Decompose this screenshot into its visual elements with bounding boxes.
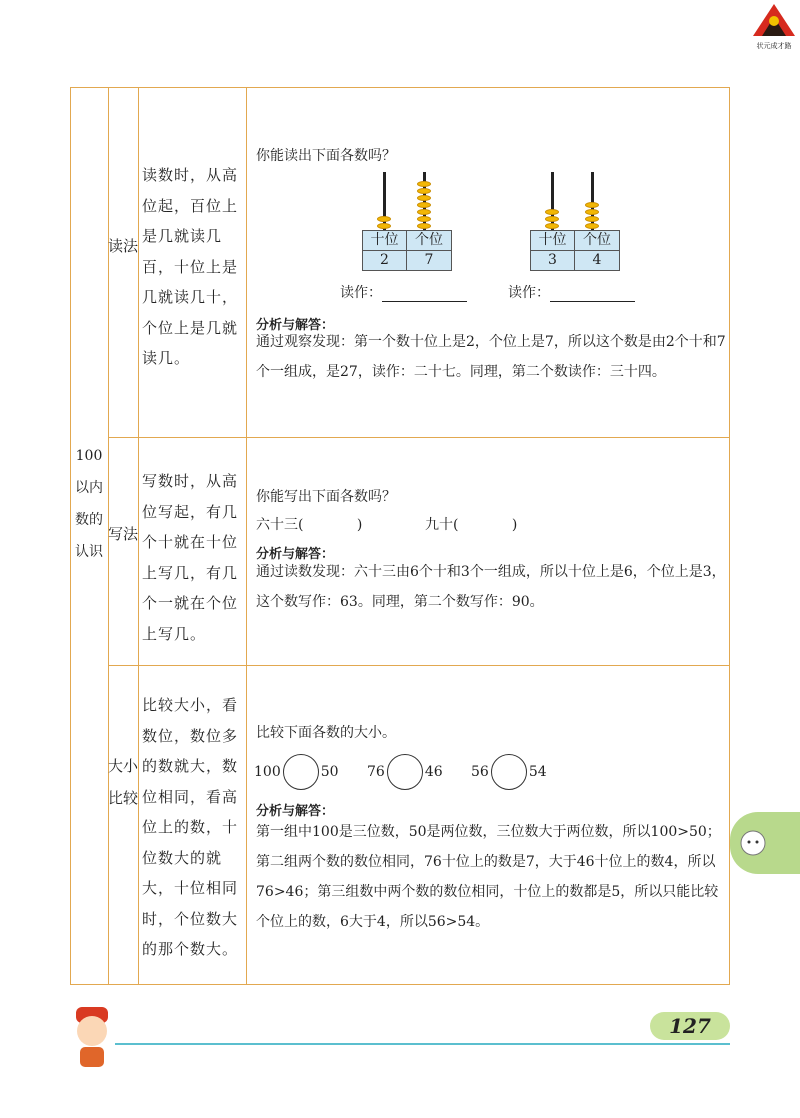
row-label-writing: 写法 xyxy=(108,525,139,543)
topic-label: 100以内数的认识 xyxy=(75,448,103,560)
answer-circle[interactable] xyxy=(283,754,319,790)
read-label: 读作： xyxy=(340,285,382,301)
read-answer-2 xyxy=(508,282,635,302)
answer-blank[interactable] xyxy=(382,287,467,302)
tens-header: 十位 xyxy=(531,231,575,251)
compare-pair-3: 56 54 xyxy=(471,754,547,790)
ones-header: 个位 xyxy=(575,231,619,251)
place-value-table-1 xyxy=(362,230,452,271)
publisher-logo xyxy=(752,3,796,50)
answer-blank[interactable] xyxy=(550,287,635,302)
rule-reading: 读数时，从高位起，百位上是几就读几百，十位上是几就读几十，个位上是几就读几。 xyxy=(142,166,239,367)
ones-header: 个位 xyxy=(407,231,451,251)
read-answer-1 xyxy=(340,282,467,302)
ones-digit: 4 xyxy=(592,252,602,268)
analysis-label: 分析与解答： xyxy=(256,318,335,333)
write-item-2[interactable]: 九十( ) xyxy=(425,517,518,533)
row-label-comparing: 大小比较 xyxy=(108,757,139,807)
mascot-face-icon xyxy=(738,828,768,858)
read-label: 读作： xyxy=(508,285,550,301)
compare-pair-1: 100 50 xyxy=(254,754,339,790)
compare-pair-2: 76 46 xyxy=(367,754,443,790)
logo-text: 状元成才路 xyxy=(756,42,792,50)
ones-digit: 7 xyxy=(424,252,434,268)
footer-line xyxy=(115,1043,730,1045)
analysis-label: 分析与解答： xyxy=(256,547,335,562)
row-label-reading: 读法 xyxy=(108,237,139,255)
write-item-1[interactable]: 六十三( ) xyxy=(256,517,363,533)
analysis-label: 分析与解答： xyxy=(256,804,335,819)
abacus-2 xyxy=(530,172,620,272)
answer-circle[interactable] xyxy=(491,754,527,790)
tens-header: 十位 xyxy=(363,231,407,251)
tens-digit: 2 xyxy=(363,251,407,270)
abacus-1 xyxy=(362,172,452,272)
analysis-reading: 通过观察发现：第一个数十位上是2，个位上是7，所以这个数是由2个十和7个一组成，是27，读作：二十七。同理，第二个数读作：三十四。 xyxy=(256,334,726,380)
chapter-side-tab[interactable] xyxy=(730,812,800,874)
rule-comparing: 比较大小，看数位，数位多的数就大，数位相同，看高位上的数，十位数大的就大，十位相同时，个位数大的那个数大。 xyxy=(142,696,239,958)
question-reading: 你能读出下面各数吗？ xyxy=(256,148,396,164)
page-number: 127 xyxy=(650,1012,730,1040)
question-comparing: 比较下面各数的大小。 xyxy=(256,725,396,741)
question-writing: 你能写出下面各数吗？ xyxy=(256,489,396,505)
tens-digit: 3 xyxy=(531,251,575,270)
analysis-comparing: 第一组中100是三位数，50是两位数，三位数大于两位数，所以100>50；第二组两个数的数位相同，76十位上的数是7，大于46十位上的数4，所以76>46；第三组数中两个数的数位相同，十位上的数都是5，所以只能比较个位上的数，6大于4，所以56>54。 xyxy=(256,824,721,930)
rule-writing: 写数时，从高位写起，有几个十就在十位上写几，有几个一就在个位上写几。 xyxy=(142,472,239,643)
place-value-table-2 xyxy=(530,230,620,271)
answer-circle[interactable] xyxy=(387,754,423,790)
cartoon-kid-icon xyxy=(62,1005,122,1070)
analysis-writing: 通过读数发现：六十三由6个十和3个一组成，所以十位上是6，个位上是3，这个数写作：63。同理，第二个数写作：90。 xyxy=(256,564,726,610)
